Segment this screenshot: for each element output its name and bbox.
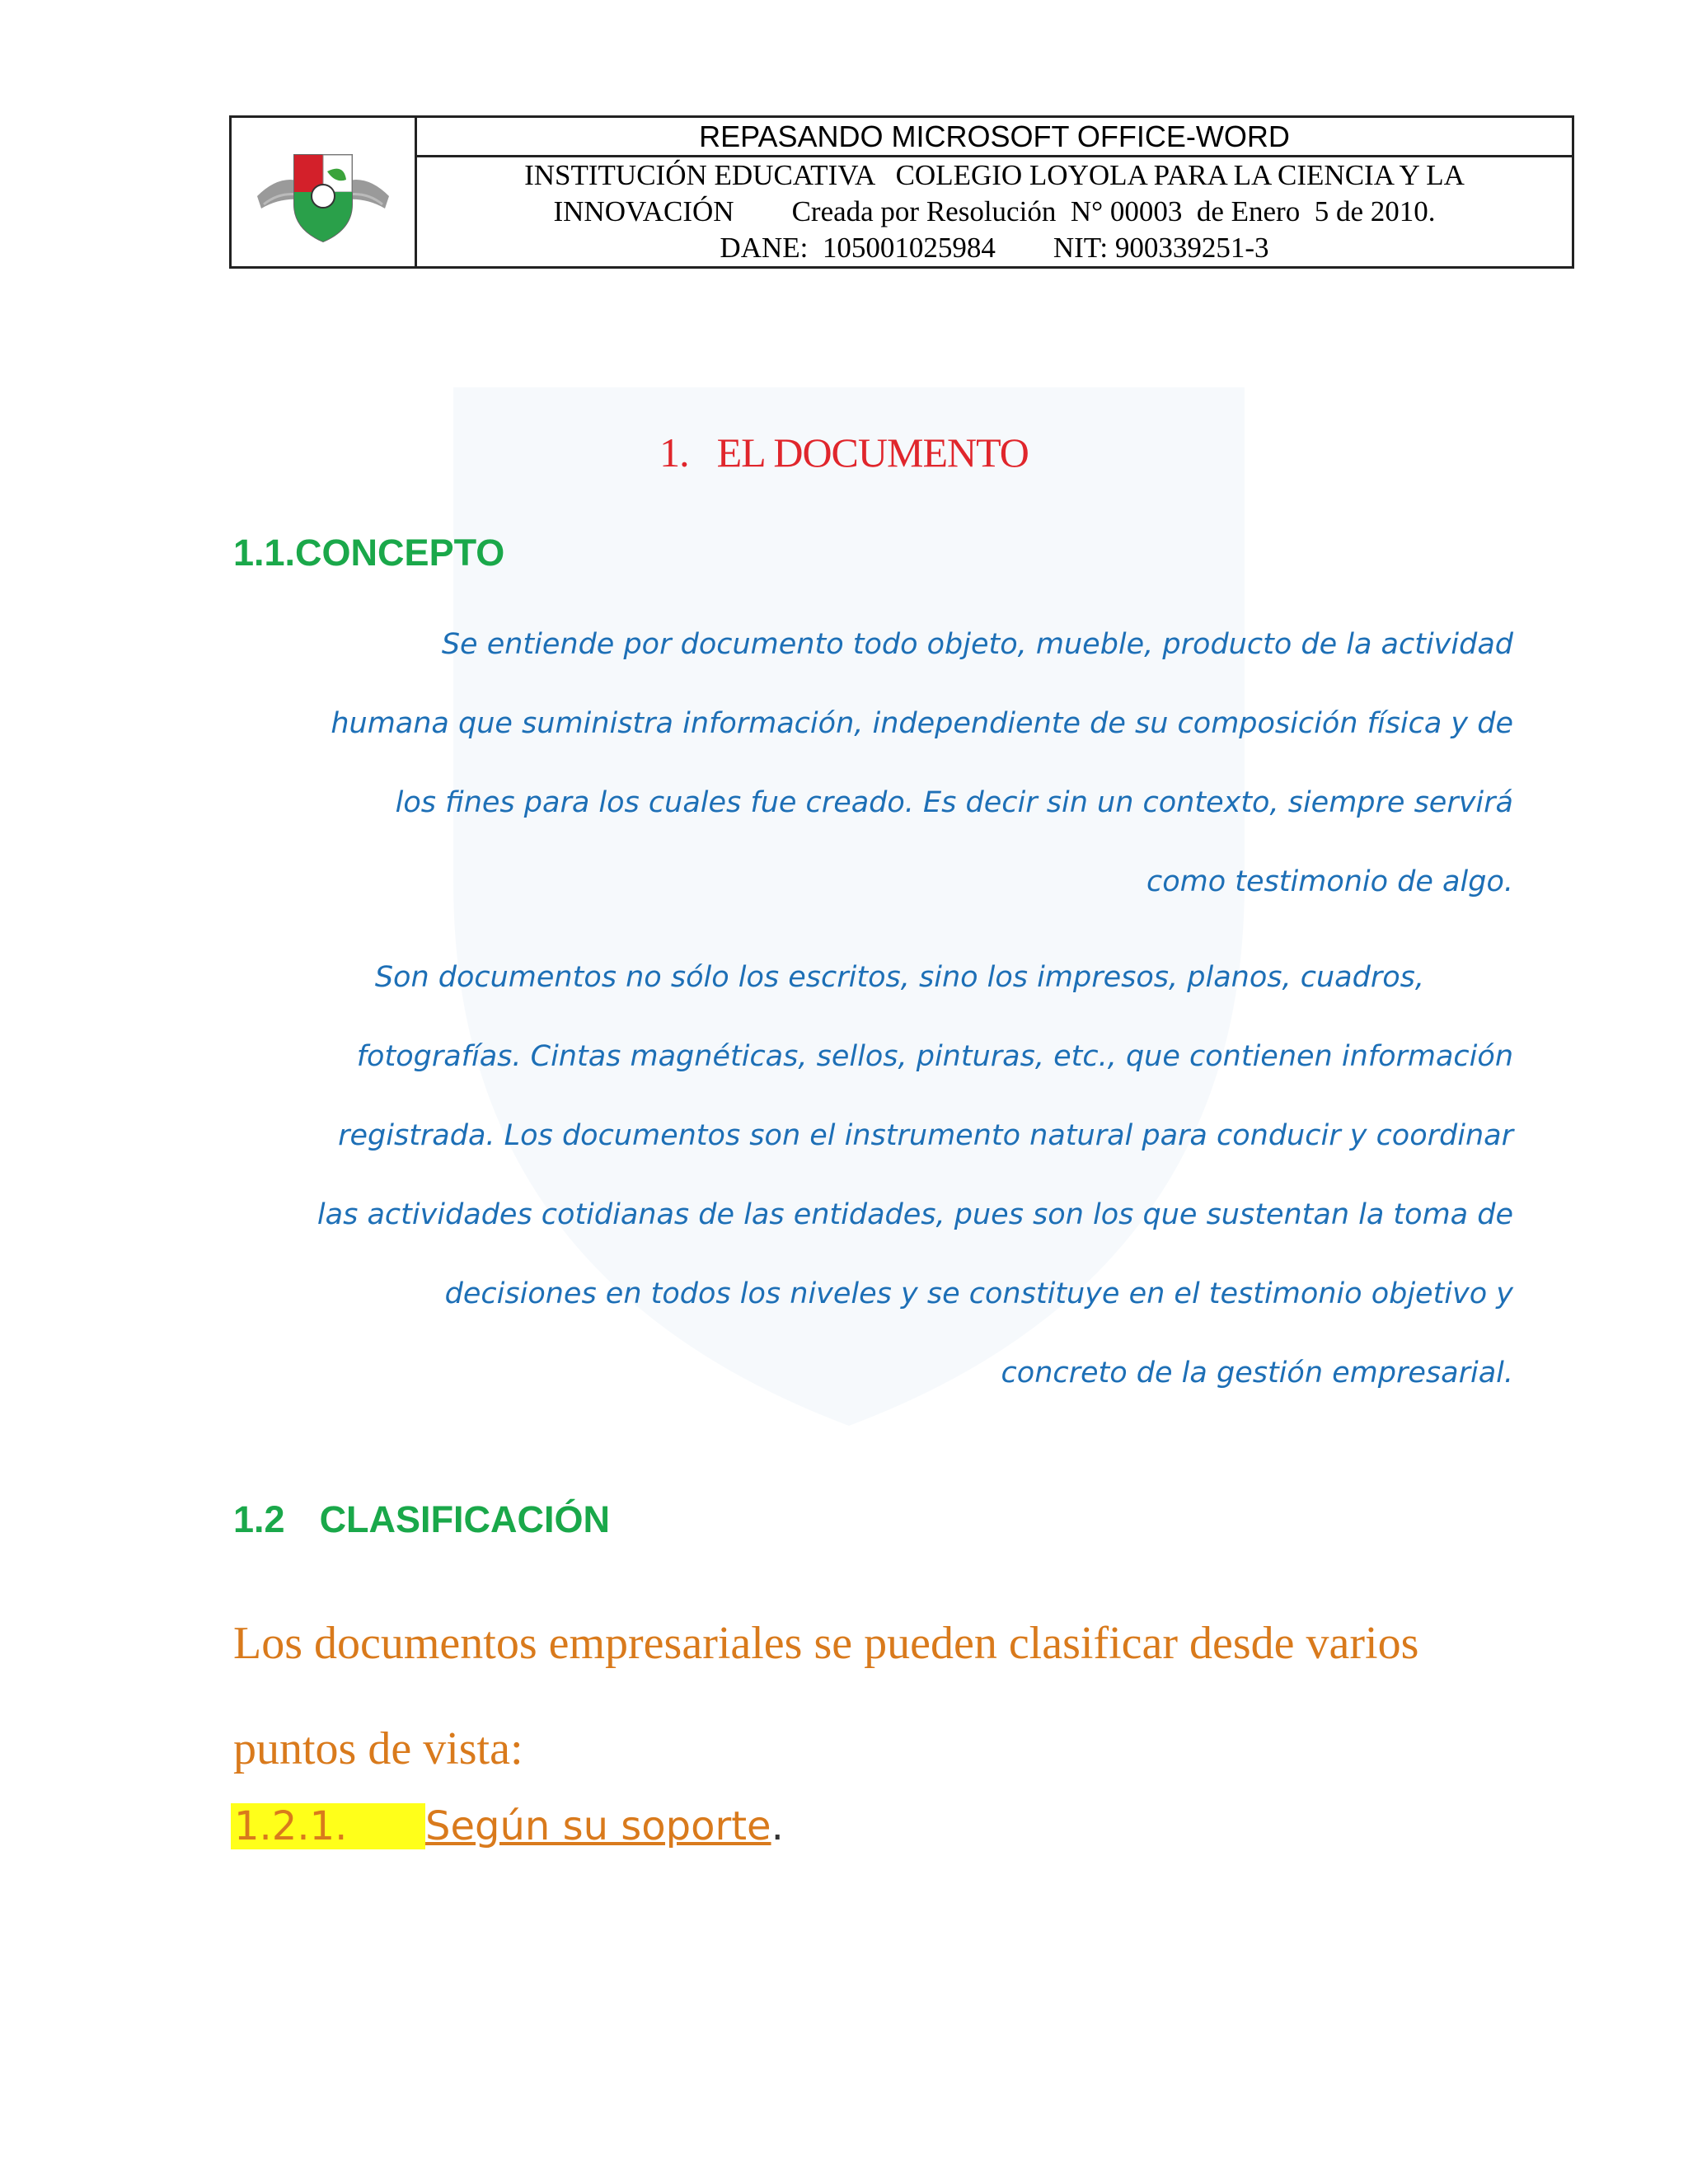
concept-p1-line-4: como testimonio de algo. [1146, 865, 1513, 898]
header-institution-info [417, 157, 1572, 266]
concept-p2-line-3: registrada. Los documentos son el instrumento natural para conducir y coordinar [338, 1119, 1513, 1152]
document-title [0, 429, 1688, 476]
document-header [229, 115, 1574, 269]
subheading-number: 1.2.1. [231, 1803, 425, 1849]
document-title-number: 1. [659, 429, 689, 476]
concept-p2-line-4: las actividades cotidianas de las entidades, pues son los que sustentan la toma de [316, 1198, 1513, 1231]
classification-line-1: Los documentos empresariales se pueden clasificar desde varios [233, 1618, 1419, 1669]
section-heading-clasificacion [233, 1498, 610, 1541]
header-line-1: INSTITUCIÓN EDUCATIVA COLEGIO LOYOLA PARA LA CIENCIA Y LA [524, 159, 1465, 191]
school-crest-icon [249, 138, 397, 246]
document-title-text: EL DOCUMENTO [716, 429, 1029, 476]
section-heading-clasificacion-title: CLASIFICACIÓN [319, 1498, 611, 1540]
subheading-segun-soporte [231, 1803, 784, 1849]
header-logo-cell [232, 118, 417, 266]
header-line-3: DANE: 105001025984 NIT: 900339251-3 [720, 232, 1269, 264]
concept-p2-line-2: fotografías. Cintas magnéticas, sellos, pinturas, etc., que contienen información [356, 1040, 1513, 1073]
section-heading-concepto: 1.1.CONCEPTO [233, 532, 505, 574]
header-line-2: INNOVACIÓN Creada por Resolución N° 00003 de Enero 5 de 2010. [553, 195, 1436, 227]
header-title: REPASANDO MICROSOFT OFFICE-WORD [417, 118, 1572, 157]
concept-p2-line-1: Son documentos no sólo los escritos, sino los impresos, planos, cuadros, [374, 961, 1424, 994]
concept-p2-line-6: concreto de la gestión empresarial. [1001, 1357, 1513, 1390]
classification-line-2: puntos de vista: [233, 1723, 523, 1774]
concept-p1-line-1: Se entiende por documento todo objeto, mueble, producto de la actividad [441, 628, 1513, 661]
concept-p2-line-5: decisiones en todos los niveles y se constituye en el testimonio objetivo y [444, 1277, 1513, 1310]
section-heading-clasificacion-number: 1.2 [233, 1498, 285, 1540]
subheading-period: . [771, 1803, 784, 1849]
concept-p1-line-2: humana que suministra información, independiente de su composición física y de [331, 707, 1513, 740]
header-text-cell [417, 118, 1572, 266]
concept-p1-line-3: los fines para los cuales fue creado. Es decir sin un contexto, siempre servirá [395, 786, 1513, 819]
subheading-link[interactable]: Según su soporte [425, 1803, 771, 1849]
